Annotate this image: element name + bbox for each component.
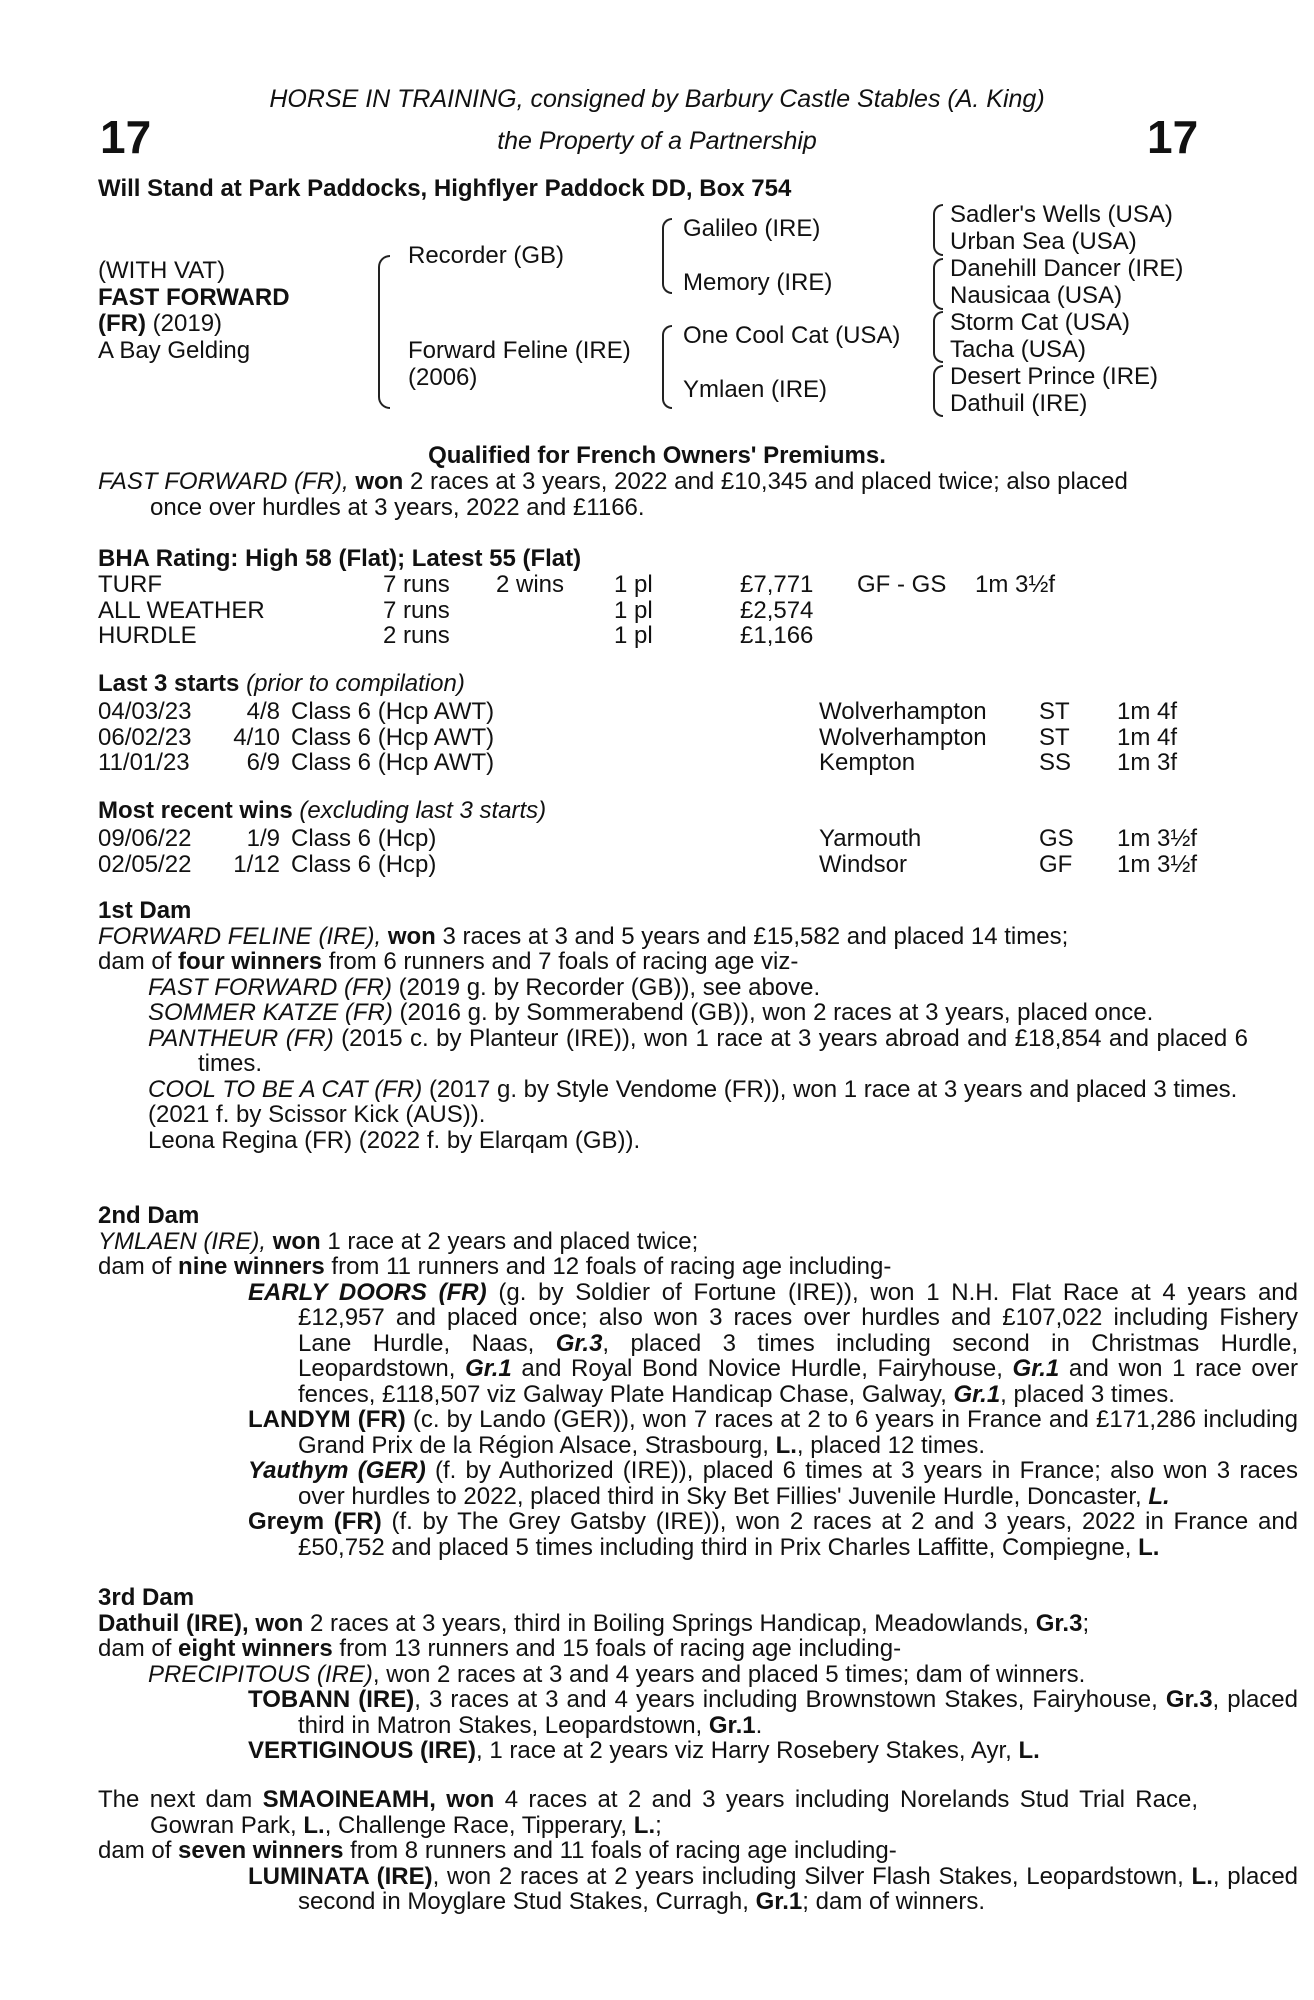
rating-runs: 7 runs [383,571,450,598]
recent-dist: 1m 3½f [1117,825,1198,852]
summary-name: FAST FORWARD (FR), [98,468,349,495]
vat-label: (WITH VAT) [98,257,226,284]
recent-dist: 1m 3½f [1117,850,1198,878]
next-dam-line: The next dam SMAOINEAMH, won 4 races at 2 and 3 years including Norelands Stud Trial Race, Gowran Park, L., Challenge Race, Tipperary, L.; [98,1786,1198,1839]
second-dam-section: 2nd Dam YMLAEN (IRE), won 1 race at 2 years and placed twice; dam of nine winners from 11 runners and 12 foals of racing age including- EARLY DOORS (FR) (g. by Soldier of Fortune (IRE)), won 1 N.H. Flat Race at 4 years and £12,957 and placed once; also won 3 races over hurdles and £107,022 including Fishery Lane Hurdle, Naas, Gr.3, placed 3 times including second in Christmas Hurdle, Leopardstown, Gr.1 and Royal Bond Novice Hurdle, Fairyhouse, Gr.1 and won 1 race over fences, £118,507 viz Galway Plate Handicap Chase, Galway, Gr.1, placed 3 times. LANDYM (FR) (c. by Lando (GER)), won 7 races at 2 to 6 years in France and £171,286 including Grand Prix de la Région Alsace, Strasbourg, L., placed 12 times. Yauthym (GER) (f. by Authorized (IRE)), placed 6 times at 3 years in France; also won 3 races over hurdles to 2022, placed third in Sky Bet Fillies' Juvenile Hurdle, Doncaster, L. Greym (FR) (f. by The Grey Gatsby (IRE)), won 2 races at 2 and 3 years, 2022 in France and £50,752 and placed 5 times including third in Prix Charles Laffitte, Compiegne, L. [98,1202,1299,1561]
rating-pl: 1 pl [614,596,653,624]
horse-year: (2019) [152,310,223,337]
recent-going: GF [1039,850,1073,878]
first-dam-damof: dam of [98,948,172,975]
recent-note: (excluding last 3 starts) [299,797,547,824]
recent-cls: Class 6 (Hcp) [291,850,437,878]
summary-won: won [355,468,404,495]
pedigree-brace-3a [933,204,943,256]
last3-course: Wolverhampton [819,723,987,751]
last3-going: ST [1039,698,1070,725]
rating-pl: 1 pl [614,622,653,649]
progeny-6: Leona Regina (FR) (2022 f. by Elarqam (GB)). [148,1126,641,1154]
recent-course: Windsor [819,850,908,878]
last3-date: 06/02/23 [98,723,192,751]
yauthym-entry: Yauthym (GER) (f. by Authorized (IRE)), placed 6 times at 3 years in France; also won 3 races over hurdles to 2022, placed third in Sky Bet Fillies' Juvenile Hurdle, Doncaster, L. [248,1457,1299,1510]
last3-going: ST [1039,723,1070,751]
dam-dam: Ymlaen (IRE) [683,376,828,403]
last3-position: 4/10 [233,723,280,751]
last3-note: (prior to compilation) [246,670,465,697]
sire-dam: Memory (IRE) [683,269,833,296]
last3-date: 04/03/23 [98,698,192,725]
pedigree-brace-2a [662,218,672,294]
rating-surface: HURDLE [98,622,197,649]
dam-sire: One Cool Cat (USA) [683,322,901,349]
last3-cls: Class 6 (Hcp AWT) [291,723,495,751]
stand-location: Will Stand at Park Paddocks, Highflyer Paddock DD, Box 754 [98,175,792,202]
recent-position: 1/12 [233,850,280,878]
dam-sire-sire: Storm Cat (USA) [950,309,1131,336]
recent-going: GS [1039,825,1074,852]
recent-title: Most recent wins [98,797,293,824]
first-dam-title: 1st Dam [98,897,192,924]
summary [98,469,1198,520]
landym-entry: LANDYM (FR) (c. by Lando (GER)), won 7 races at 2 to 6 years in France and £171,286 including Grand Prix de la Région Alsace, Strasbourg, L., placed 12 times. [248,1406,1298,1459]
horse-suffix: (FR) [98,310,146,337]
rating-going: GF - GS [857,571,947,598]
first-dam-record: 3 races at 3 and 5 years and £15,582 and placed 14 times; [442,922,1069,950]
rating-runs: 7 runs [383,596,450,624]
last3-position: 6/9 [246,749,280,776]
second-dam-title: 2nd Dam [98,1202,200,1229]
third-dam-name: Dathuil (IRE) [98,1609,242,1637]
sire-sire-dam: Urban Sea (USA) [950,228,1137,255]
first-dam-winners: four winners [178,948,323,975]
vertiginous-entry: VERTIGINOUS (IRE), 1 race at 2 years viz Harry Rosebery Stakes, Ayr, L. [248,1737,1040,1764]
horse-name: FAST FORWARD [98,284,290,311]
sire-sire: Galileo (IRE) [683,215,821,242]
last3-cls: Class 6 (Hcp AWT) [291,698,495,725]
recent-date: 09/06/22 [98,825,192,852]
summary-rest1: 2 races at 3 years, 2022 and £10,345 and placed twice; also placed [410,468,1128,495]
recent-course: Yarmouth [819,825,922,852]
dam-dam-dam: Dathuil (IRE) [950,390,1088,417]
dam-sire-dam: Tacha (USA) [950,336,1087,363]
progeny-2: SOMMER KATZE (FR) (2016 g. by Sommerabend (GB)), won 2 races at 3 years, placed once. [148,999,1154,1026]
rating-money: £1,166 [740,622,814,649]
consignor-line: HORSE IN TRAINING, consigned by Barbury Castle Stables (A. King) [269,85,1045,113]
sire: Recorder (GB) [408,242,565,269]
rating-pl: 1 pl [614,571,653,598]
dam-year: (2006) [408,364,478,391]
sire-sire-sire: Sadler's Wells (USA) [950,201,1173,228]
third-dam-title: 3rd Dam [98,1584,195,1611]
progeny-3: PANTHEUR (FR) (2015 c. by Planteur (IRE)), won 1 race at 3 years abroad and £18,854 and placed 6 times. [148,1024,1248,1077]
pedigree-brace-1 [378,255,390,409]
recent-position: 1/9 [246,825,280,852]
horse-origin-year [98,311,222,337]
last3-position: 4/8 [246,698,280,725]
first-dam-section [98,897,1248,1154]
last3-dist: 1m 4f [1117,723,1178,751]
pedigree-brace-3d [933,365,943,417]
recent-date: 02/05/22 [98,850,192,878]
luminata-entry: LUMINATA (IRE), won 2 races at 2 years including Silver Flash Stakes, Leopardstown, L., placed second in Moyglare Stud Stakes, Curragh, Gr.1; dam of winners. [248,1862,1299,1915]
dam-dam-sire: Desert Prince (IRE) [950,363,1159,390]
next-dam-name: SMAOINEAMH [262,1786,430,1813]
second-dam-name: YMLAEN (IRE), [98,1227,267,1255]
lot-number-left: 17 [100,111,152,163]
second-dam-winners: nine winners [178,1253,325,1280]
next-dam-winners: seven winners [178,1837,344,1864]
property-line: the Property of a Partnership [497,127,817,155]
pedigree-brace-3b [933,258,943,310]
last3-dist: 1m 3f [1117,749,1178,776]
second-dam-won: won [272,1227,321,1255]
last3-date: 11/01/23 [98,749,190,776]
summary-rest2: once over hurdles at 3 years, 2022 and £1166. [150,493,645,521]
pedigree-brace-2b [662,325,672,409]
rating-wins: 2 wins [496,571,565,598]
next-dam-section: The next dam SMAOINEAMH, won 4 races at 2 and 3 years including Norelands Stud Trial Race, Gowran Park, L., Challenge Race, Tipperary, L.; dam of seven winners from 8 runners and 11 foals of racing age including- LUMINATA (IRE), won 2 races at 2 years including Silver Flash Stakes, Leopardstown, L., placed second in Moyglare Stud Stakes, Curragh, Gr.1; dam of winners. [98,1786,1299,1915]
rating-money: £2,574 [740,596,814,624]
first-dam-name: FORWARD FELINE (IRE), [98,922,382,950]
rating-runs: 2 runs [383,622,450,649]
premiums-note: Qualified for French Owners' Premiums. [428,442,886,469]
rating-surface: TURF [98,571,162,598]
sire-dam-dam: Nausicaa (USA) [950,282,1123,309]
recent-cls: Class 6 (Hcp) [291,825,437,852]
third-dam-winners: eight winners [178,1635,333,1662]
pedigree-brace-3c [933,311,943,363]
last3-heading [98,670,465,698]
last3-going: SS [1039,749,1072,776]
progeny-1: FAST FORWARD (FR) (2019 g. by Recorder (GB)), see above. [148,973,821,1001]
greym-entry: Greym (FR) (f. by The Grey Gatsby (IRE)), won 2 races at 2 and 3 years, 2022 in France and £50,752 and placed 5 times including third in Prix Charles Laffitte, Compiegne, L. [248,1508,1299,1561]
rating-money: £7,771 [740,571,814,598]
last3-dist: 1m 4f [1117,698,1178,725]
recent-heading [98,797,546,825]
dam: Forward Feline (IRE) [408,337,631,364]
last3-course: Kempton [819,749,916,776]
first-dam-runners: from 6 runners and 7 foals of racing age viz- [328,948,799,975]
third-dam-section: 3rd Dam Dathuil (IRE), won 2 races at 3 years, third in Boiling Springs Handicap, Meadowlands, Gr.3; dam of eight winners from 13 runners and 15 foals of racing age including- PRECIPITOUS (IRE), won 2 races at 3 and 4 years and placed 5 times; dam of winners. TOBANN (IRE), 3 races at 3 and 4 years including Brownstown Stakes, Fairyhouse, Gr.3, placed third in Matron Stakes, Leopardstown, Gr.1. VERTIGINOUS (IRE), 1 race at 2 years viz Harry Rosebery Stakes, Ayr, L. [98,1584,1298,1764]
rating-title: BHA Rating: High 58 (Flat); Latest 55 (Flat) [98,545,582,572]
tobann-entry: TOBANN (IRE), 3 races at 3 and 4 years including Brownstown Stakes, Fairyhouse, Gr.3, placed third in Matron Stakes, Leopardstown, Gr.1. [248,1686,1298,1739]
early-doors-entry: EARLY DOORS (FR) (g. by Soldier of Fortune (IRE)), won 1 N.H. Flat Race at 4 years and £12,957 and placed once; also won 3 races over hurdles and £107,022 including Fishery Lane Hurdle, Naas, Gr.3, placed 3 times including second in Christmas Hurdle, Leopardstown, Gr.1 and Royal Bond Novice Hurdle, Fairyhouse, Gr.1 and won 1 race over fences, £118,507 viz Galway Plate Handicap Chase, Galway, Gr.1, placed 3 times. [248,1278,1299,1408]
precipitous-entry: PRECIPITOUS (IRE), won 2 races at 3 and 4 years and placed 5 times; dam of winners. [148,1660,1086,1688]
progeny-5: (2021 f. by Scissor Kick (AUS)). [148,1101,486,1128]
lot-number-right: 17 [1147,111,1199,163]
first-dam-won: won [387,922,436,950]
rating-surface: ALL WEATHER [98,596,265,624]
horse-description: A Bay Gelding [98,337,251,364]
last3-course: Wolverhampton [819,698,987,725]
progeny-4: COOL TO BE A CAT (FR) (2017 g. by Style Vendome (FR)), won 1 race at 3 years and placed 3 times. [148,1075,1238,1103]
last3-cls: Class 6 (Hcp AWT) [291,749,495,776]
last3-title: Last 3 starts [98,670,240,697]
rating-dist: 1m 3½f [975,571,1056,598]
sire-dam-sire: Danehill Dancer (IRE) [950,255,1184,282]
